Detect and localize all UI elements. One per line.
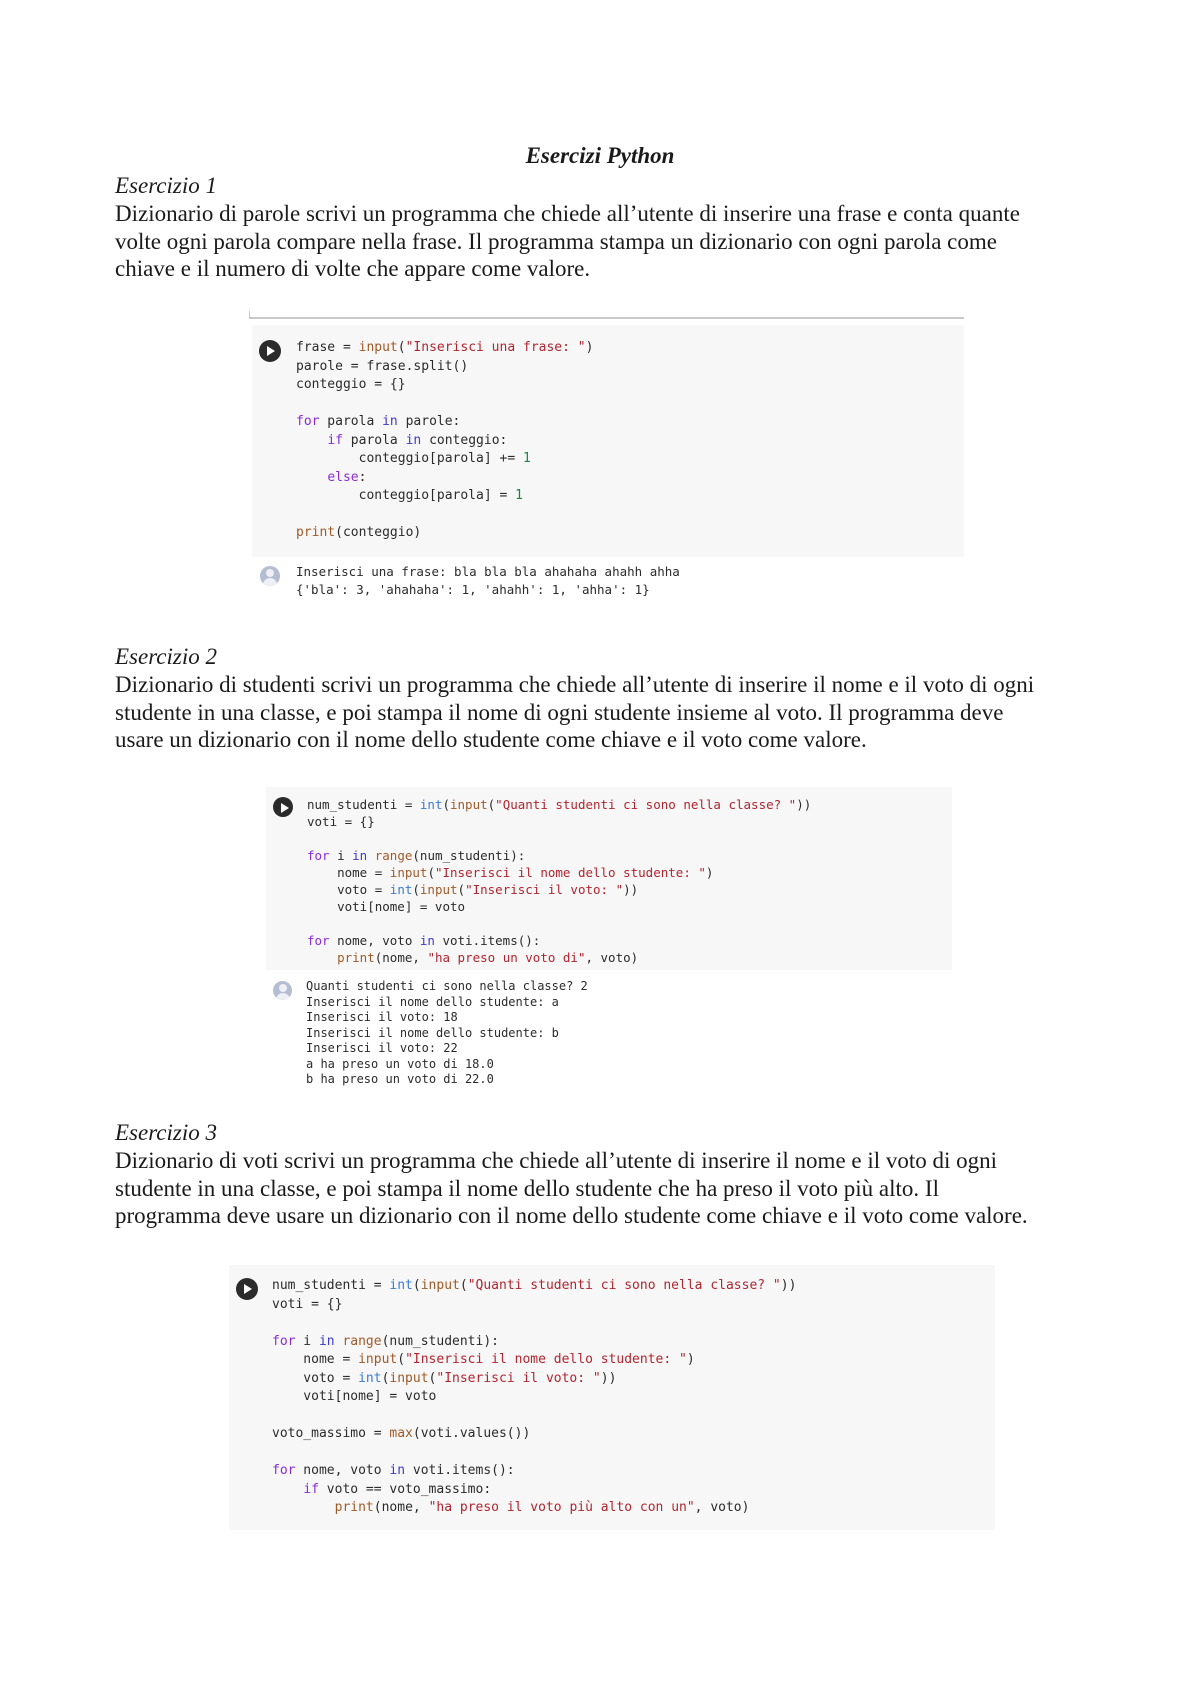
code-line: num_studenti = int(input("Quanti studenti ci sono nella classe? ")): [272, 1278, 797, 1293]
code-line: else:: [327, 469, 367, 485]
code-line: num_studenti = int(input("Quanti studenti ci sono nella classe? ")): [307, 797, 812, 812]
exercise-1-text-line: chiave e il numero di volte che appare come valore.: [115, 256, 591, 281]
exercise-2-description: [115, 671, 1115, 754]
exercise-1-code: [296, 339, 593, 543]
code-line: parole = frase.split(): [296, 358, 469, 374]
exercise-2-heading: Esercizio 2: [115, 644, 217, 669]
exercise-2-output-icon: [273, 981, 292, 1000]
run-cell-icon[interactable]: [236, 1278, 258, 1300]
code-line: [272, 1444, 796, 1463]
exercise-1-cell-top-bar: [249, 317, 964, 319]
code-line: [307, 915, 811, 932]
exercise-3-code-cell: [229, 1265, 995, 1530]
exercise-1-output-icon: [260, 566, 280, 586]
exercise-1-heading: Esercizio 1: [115, 173, 217, 198]
exercise-2-text-line: studente in una classe, e poi stampa il nome di ogni studente insieme al voto. Il programma deve: [115, 699, 1004, 725]
code-line: conteggio = {}: [296, 377, 406, 392]
code-line: print(nome, "ha preso un voto di", voto): [337, 950, 639, 965]
code-line: for i in range(num_studenti):: [272, 1333, 499, 1349]
output-line: a ha preso un voto di 18.0: [306, 1056, 494, 1071]
code-line: print(conteggio): [296, 525, 422, 540]
exercise-2-code: [307, 796, 811, 966]
exercise-1-code-cell: [252, 325, 964, 557]
code-line: voto = int(input("Inserisci il voto: ")): [272, 1370, 617, 1386]
code-line: [296, 506, 593, 525]
code-line: for nome, voto in voti.items():: [272, 1463, 515, 1478]
exercise-2-output: [306, 979, 588, 1088]
code-line: conteggio[parola] += 1: [296, 451, 531, 466]
code-line: [272, 1407, 796, 1426]
code-line: for nome, voto in voti.items():: [307, 933, 541, 948]
code-line: voti = {}: [307, 814, 375, 829]
document-title: Esercizi Python: [525, 143, 675, 168]
code-line: [272, 1314, 796, 1333]
output-line: Quanti studenti ci sono nella classe? 2: [306, 979, 588, 993]
exercise-3-code: [272, 1277, 796, 1518]
code-line: voto_massimo = max(voti.values()): [272, 1426, 531, 1441]
code-line: frase = input("Inserisci una frase: "): [296, 340, 594, 355]
run-cell-icon[interactable]: [259, 340, 281, 362]
exercise-1-description: [115, 200, 1115, 283]
exercise-3-description: [115, 1147, 1115, 1230]
code-line: voti[nome] = voto: [272, 1389, 437, 1404]
output-line: Inserisci il voto: 22: [306, 1041, 458, 1055]
output-line: Inserisci il voto: 18: [306, 1010, 458, 1024]
output-line: Inserisci il nome dello studente: b: [306, 1025, 559, 1040]
code-line: voto = int(input("Inserisci il voto: ")): [307, 882, 639, 897]
code-line: [296, 395, 593, 414]
output-line: Inserisci una frase: bla bla bla ahahaha ahahh ahha: [296, 564, 680, 579]
exercise-3-text-line: programma deve usare un dizionario con il nome dello studente come chiave e il voto come valore.: [115, 1203, 1028, 1228]
code-line: voti[nome] = voto: [307, 899, 466, 914]
code-line: voti = {}: [272, 1296, 343, 1312]
output-line: Inserisci il nome dello studente: a: [306, 994, 559, 1009]
code-line: if voto == voto_massimo:: [303, 1481, 492, 1497]
code-line: conteggio[parola] = 1: [296, 488, 523, 503]
output-line: {'bla': 3, 'ahahaha': 1, 'ahahh': 1, 'ahha': 1}: [296, 581, 650, 597]
code-line: [307, 830, 811, 847]
code-line: for i in range(num_studenti):: [307, 848, 526, 863]
exercise-1-output: [296, 563, 680, 598]
run-cell-icon[interactable]: [273, 797, 293, 817]
exercise-3-text-line: studente in una classe, e poi stampa il nome dello studente che ha preso il voto più alto. Il: [115, 1175, 939, 1201]
exercise-1-text-line: Dizionario di parole scrivi un programma che chiede all’utente di inserire una frase e conta quante: [115, 201, 1020, 226]
exercise-2-code-cell: [266, 787, 952, 970]
code-line: if parola in conteggio:: [327, 432, 508, 448]
code-line: nome = input("Inserisci il nome dello studente: "): [272, 1352, 695, 1367]
code-line: for parola in parole:: [296, 414, 461, 429]
exercise-3-heading: Esercizio 3: [115, 1120, 217, 1145]
output-line: b ha preso un voto di 22.0: [306, 1072, 494, 1086]
exercise-2-text-line: Dizionario di studenti scrivi un programma che chiede all’utente di inserire il nome e il voto di ogni: [115, 672, 1035, 697]
exercise-3-text-line: Dizionario di voti scrivi un programma che chiede all’utente di inserire il nome e il voto di ogni: [115, 1148, 998, 1173]
code-line: print(nome, "ha preso il voto più alto con un", voto): [334, 1500, 750, 1515]
exercise-2-text-line: usare un dizionario con il nome dello studente come chiave e il voto come valore.: [115, 727, 867, 752]
exercise-1-text-line: volte ogni parola compare nella frase. Il programma stampa un dizionario con ogni parola come: [115, 228, 997, 254]
code-line: nome = input("Inserisci il nome dello studente: "): [307, 865, 714, 880]
